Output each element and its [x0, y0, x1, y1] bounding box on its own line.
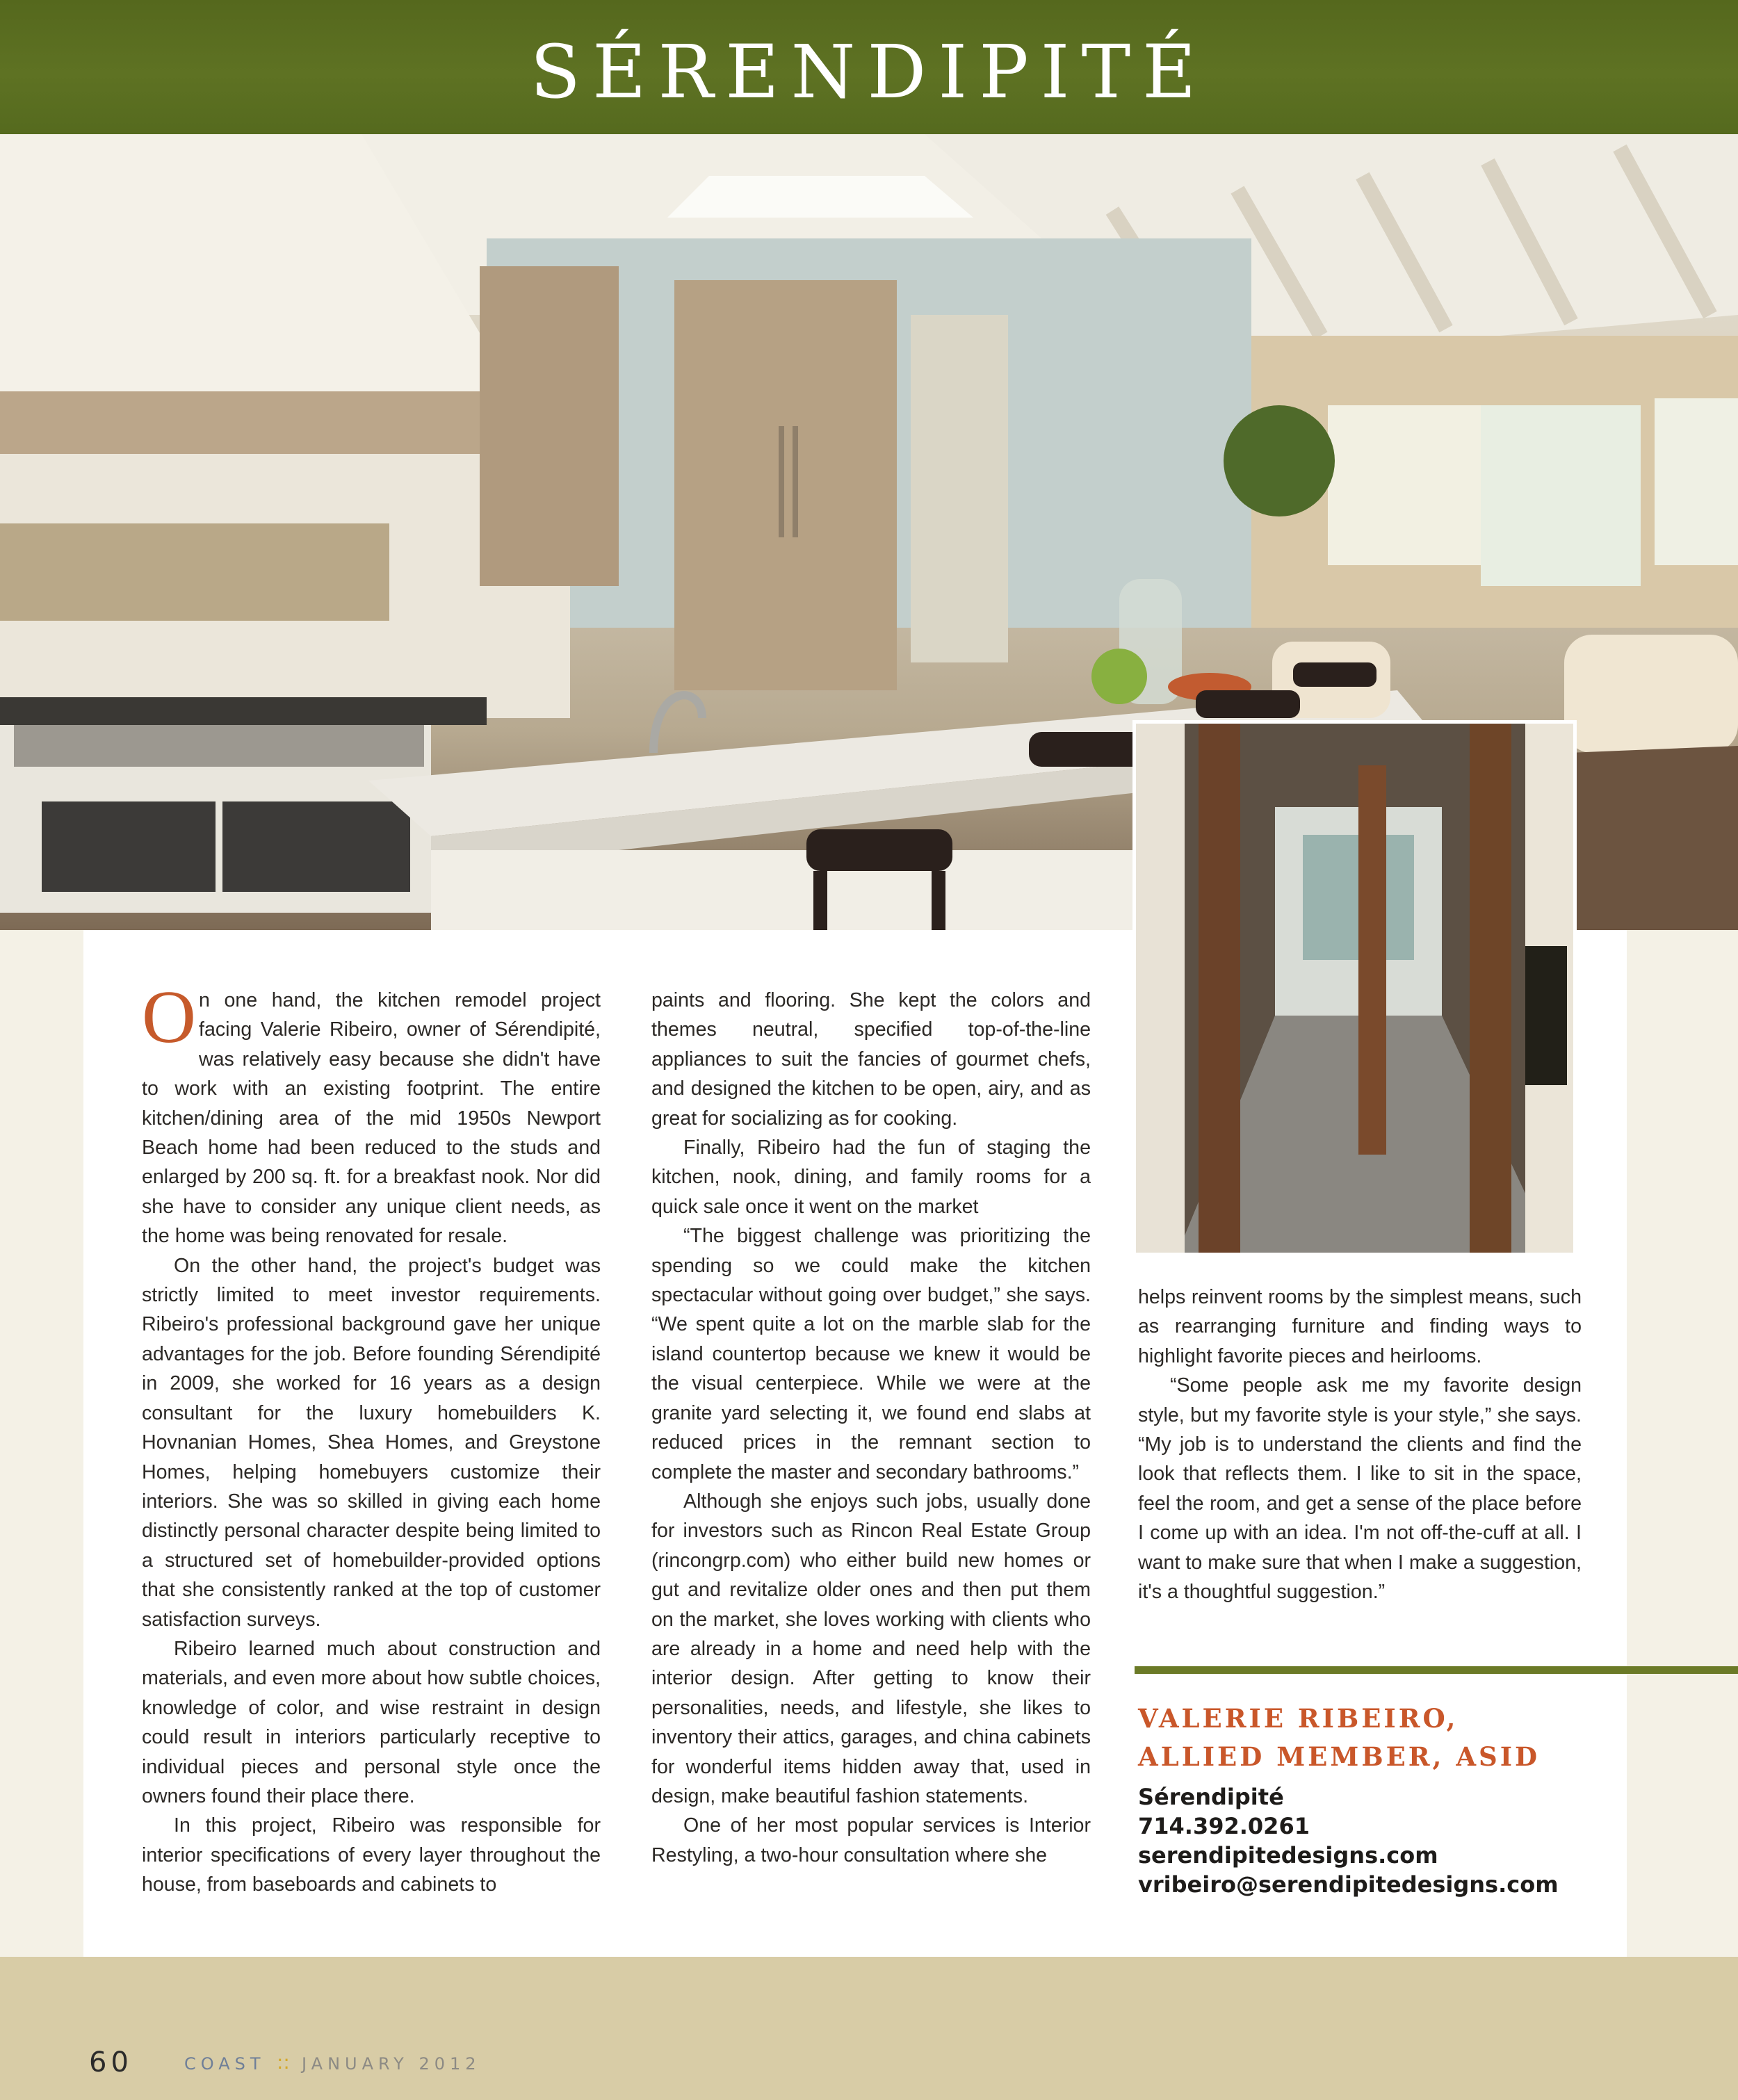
paragraph: “Some people ask me my favorite design style, but my favorite style is your style,” she says. “My job is to understand the clients and find the look that reflects them. I like to sit in the space, feel the room, and get a sense of the place before I come up with an idea. I'm not off-the-cuff at all. I want to make sure that when I make a suggestion, it's a thoughtful suggestion.” — [1138, 1374, 1582, 1604]
article-column-2 — [651, 986, 1091, 1870]
contact-name: VALERIE RIBEIRO, — [1138, 1703, 1459, 1734]
page-number: 60 — [89, 2046, 133, 2078]
demolition-photo — [1132, 720, 1577, 1256]
footer-separator: :: — [277, 2051, 290, 2074]
footer — [0, 1957, 1738, 2100]
article-column-1 — [142, 976, 601, 1900]
paragraph: On the other hand, the project's budget was strictly limited to meet investor requirements. Ribeiro's professional background gave her unique advantages for the job. Before founding Sérendipité in 2009, she worked for 16 years as a design consultant for the luxury homebuilders K. Hovnanian Homes, Shea Homes, and Greystone Homes, helping homebuyers customize their interiors. She was so skilled in giving each home distinctly personal character despite being limited to a structured set of homebuilder-provided options that she consistently ranked at the top of customer satisfaction surveys. — [142, 1254, 601, 1631]
dropcap: O — [142, 976, 196, 1059]
magazine-name: COAST — [184, 2054, 266, 2074]
paragraph: In this project, Ribeiro was responsible for interior specifications of every layer throughout the house, from baseboards and cabinets to — [142, 1814, 601, 1896]
divider-rule — [1135, 1666, 1738, 1674]
paragraph: On one hand, the kitchen remodel project facing Valerie Ribeiro, owner of Sérendipité, was relatively easy because she didn't have to work with an existing footprint. The entire kitchen/dining area of the mid 1950s Newport Beach home had been reduced to the studs and enlarged by 200 sq. ft. for a breakfast nook. Nor did she have to consider any unique client needs, as the home was being renovated for resale. — [142, 976, 601, 1248]
paragraph: Ribeiro learned much about construction and materials, and even more about how subtle choices, knowledge of color, and wise restraint in design could result in interiors particularly receptive to individual pieces and personal style once the owners found their place there. — [142, 1637, 601, 1807]
issue-date: JANUARY 2012 — [302, 2054, 481, 2074]
article-column-3 — [1138, 1283, 1582, 1606]
paragraph: paints and flooring. She kept the colors and themes neutral, specified top-of-the-line appliances to suit the fancies of gourmet chefs, and designed the kitchen to be open, airy, and as great for socializing as for cooking. — [651, 989, 1091, 1130]
contact-website-link[interactable]: serendipitedesigns.com — [1138, 1842, 1438, 1869]
header-banner — [0, 0, 1738, 134]
paragraph: Although she enjoys such jobs, usually done for investors such as Rincon Real Estate Group (rincongrp.com) who either build new homes or gut and revitalize older ones and then put them on the market, she loves working with clients who are already in a home and need help with the interior design. After getting to know their personalities, needs, and lifestyle, she likes to inventory their attics, garages, and china cabinets for wonderful items hidden away that, used in design, make beautiful fashion statements. — [651, 1490, 1091, 1807]
page-title: SÉRENDIPITÉ — [530, 29, 1208, 115]
paragraph: Finally, Ribeiro had the fun of staging the kitchen, nook, dining, and family rooms for a quick sale once it went on the market — [651, 1137, 1091, 1218]
contact-email-link[interactable]: vribeiro@serendipitedesigns.com — [1138, 1871, 1559, 1898]
paragraph: “The biggest challenge was prioritizing the spending so we could make the kitchen spectacular without going over budget,” she says. “We spent quite a lot on the marble slab for the island countertop because we knew it would be the visual centerpiece. While we were at the granite yard selecting it, we found end slabs at reduced prices in the remnant section to complete the master and secondary bathrooms.” — [651, 1225, 1091, 1483]
contact-phone: 714.392.0261 — [1138, 1813, 1310, 1839]
contact-firm: Sérendipité — [1138, 1784, 1284, 1810]
paragraph: helps reinvent rooms by the simplest means, such as rearranging furniture and finding ways to highlight favorite pieces and heirlooms. — [1138, 1286, 1582, 1367]
paragraph: One of her most popular services is Interior Restyling, a two-hour consultation where she — [651, 1814, 1091, 1866]
contact-title: ALLIED MEMBER, ASID — [1138, 1741, 1541, 1772]
